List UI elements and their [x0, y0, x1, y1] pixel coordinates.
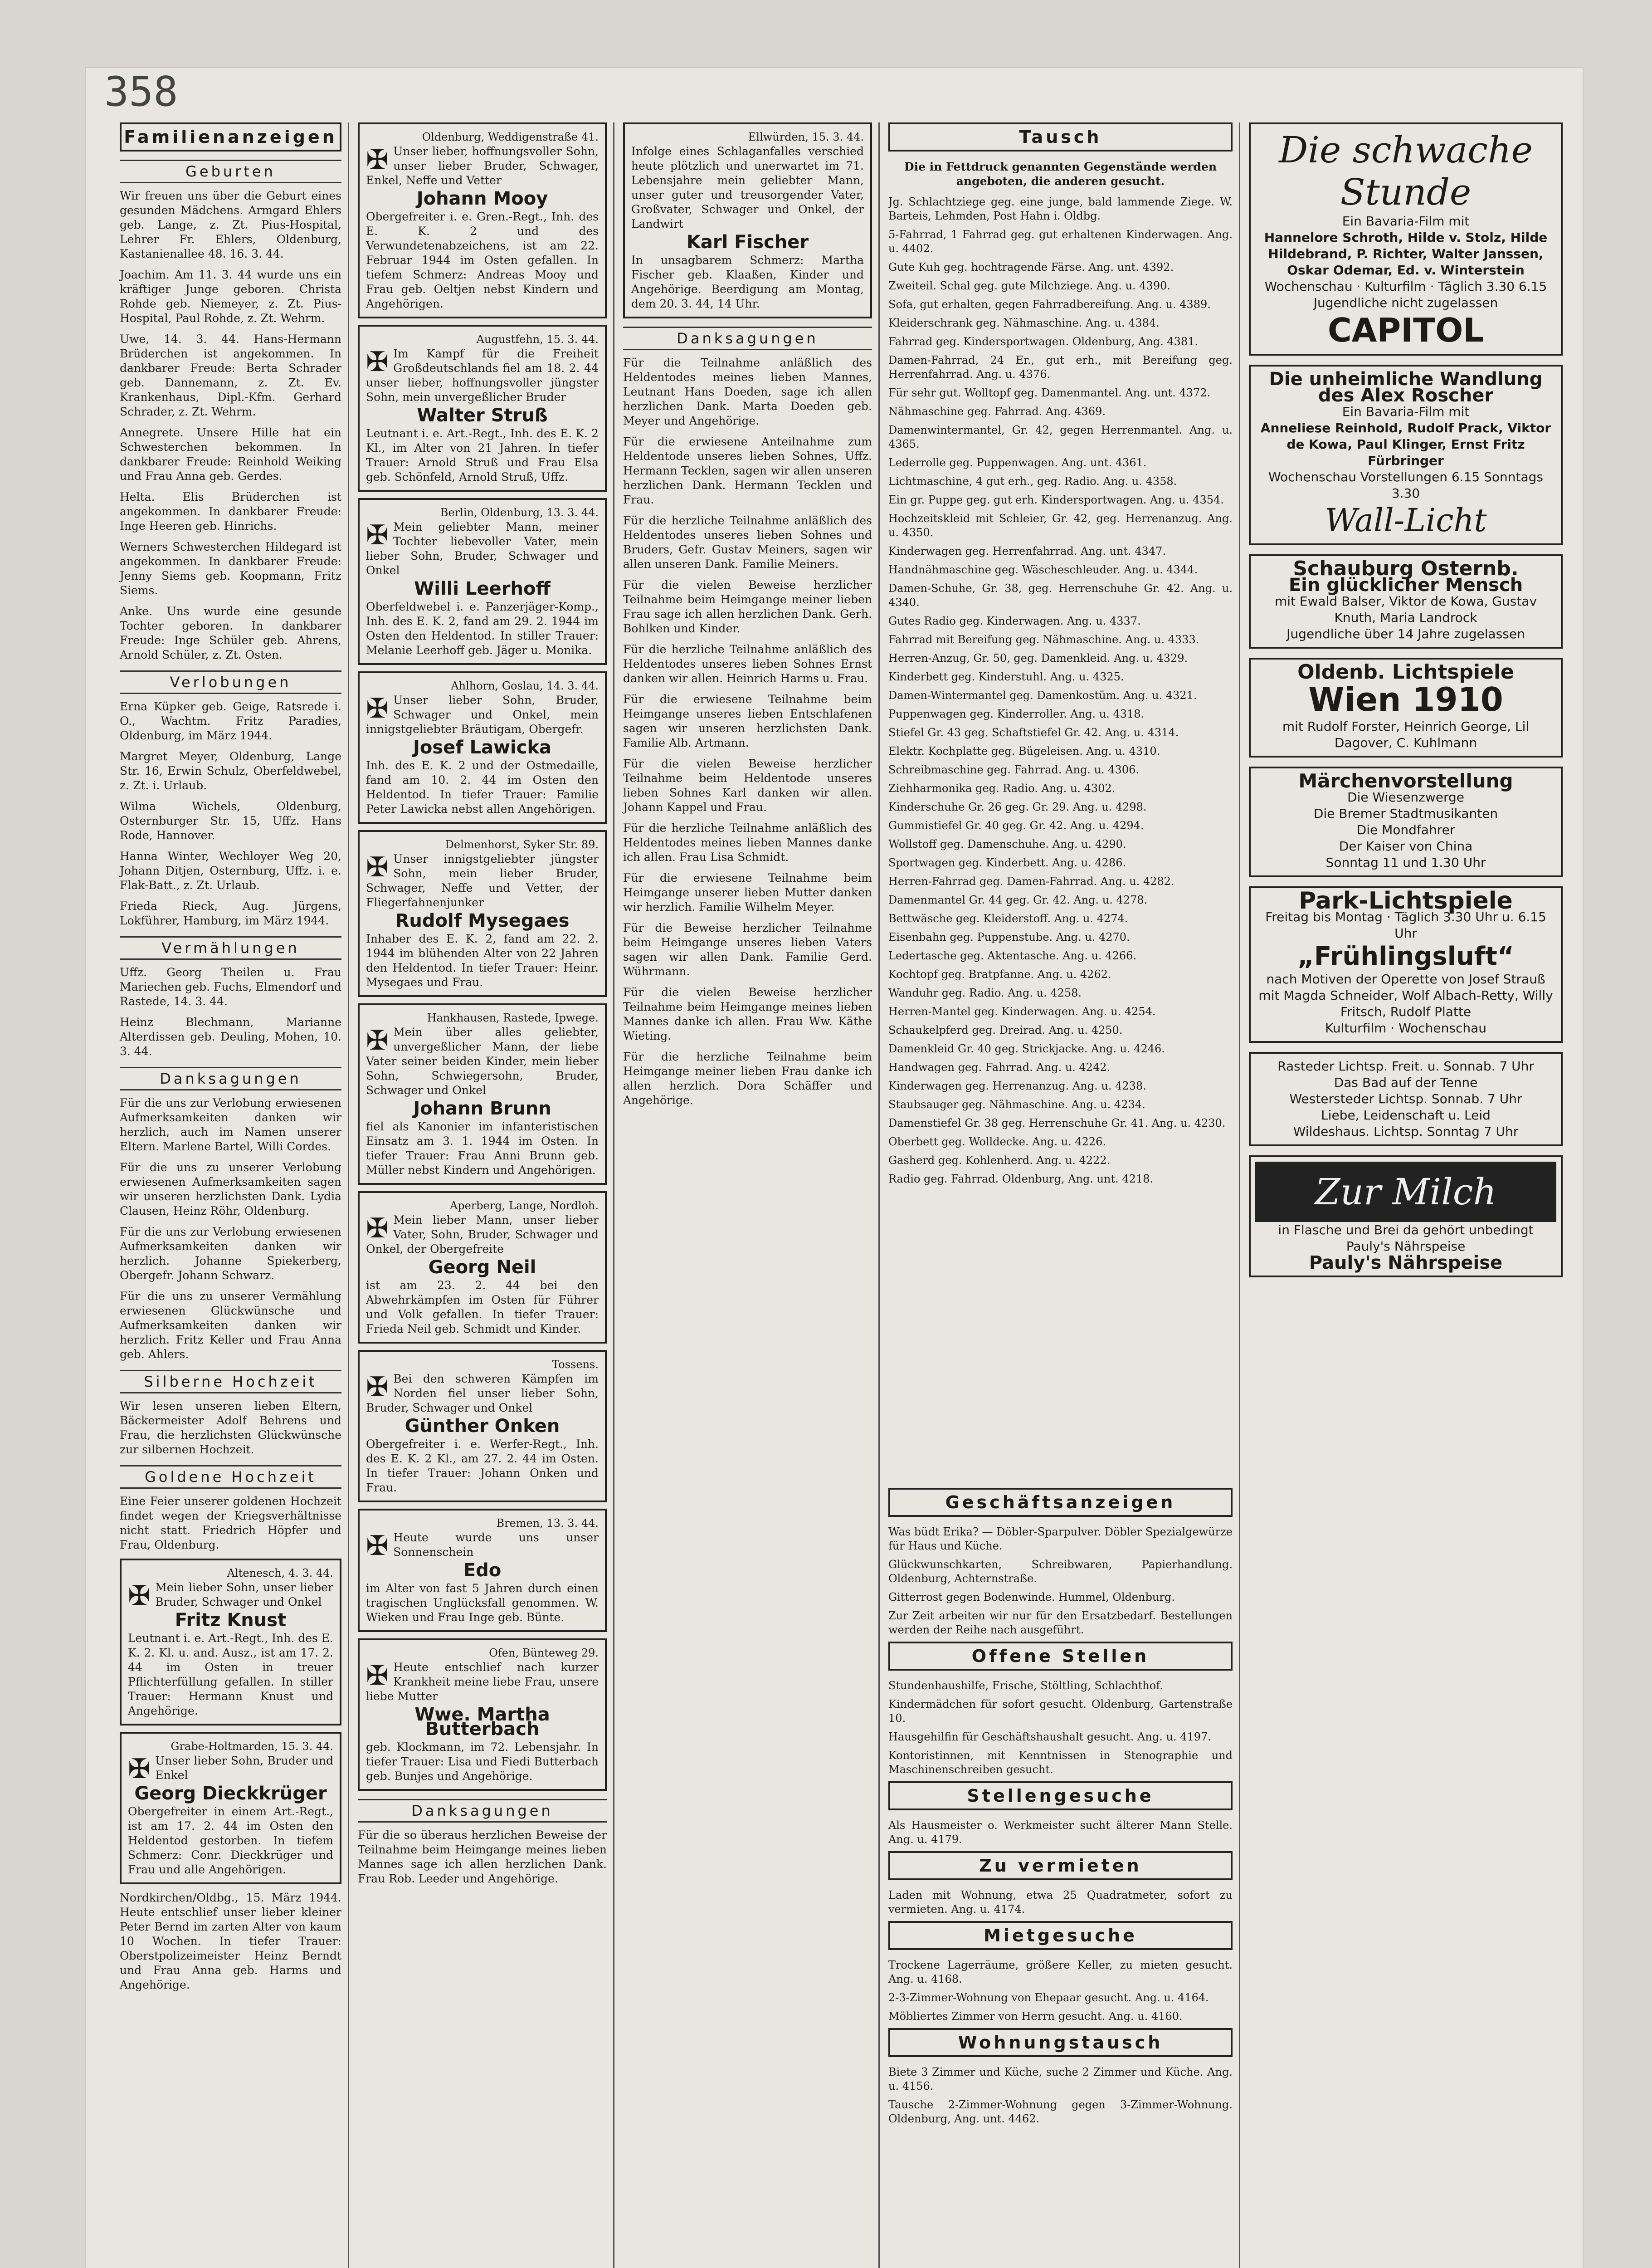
- death-body: ist am 23. 2. 44 bei den Abwehrkämpfen im Osten für Führer und Volk gefallen. In tiefer Trauer: Frieda Neil geb. Schmidt und Kinder.: [366, 1279, 599, 1335]
- list-item: Kindermädchen für sofort gesucht. Oldenburg, Gartenstraße 10.: [888, 1698, 1233, 1725]
- iron-cross-icon: ✠: [128, 1753, 151, 1785]
- death-body: geb. Klockmann, im 72. Lebensjahr. In tiefer Trauer: Lisa und Fiedi Butterbach geb. Bunjes und Angehörige.: [366, 1740, 599, 1783]
- death-notice: [358, 122, 607, 318]
- newspaper-page: [86, 68, 1583, 2268]
- thanks-notices-col3: [623, 356, 872, 1108]
- death-name: Rudolf Mysegaes: [395, 910, 570, 931]
- death-intro: Unser lieber, hoffnungsvoller Sohn, unser lieber Bruder, Schwager, Enkel, Neffe und Vetter: [366, 145, 599, 187]
- list-item: Das Bad auf der Tenne: [1334, 1075, 1478, 1090]
- list-item: Für die erwiesene Teilnahme beim Heimgange unseres lieben Entschlafenen sagen wir unseren herzlichsten Dank. Familie Alb. Artmann.: [623, 693, 872, 749]
- ad5-title: Märchenvorstellung: [1298, 770, 1513, 792]
- list-item: Oberbett geg. Wolldecke. Ang. u. 4226.: [888, 1135, 1106, 1148]
- death-notices-col2: [358, 122, 607, 1791]
- death-body: Obergefreiter in einem Art.-Regt., ist am 17. 2. 44 im Osten den Heldentod gestorben. In tiefem Schmerz: Conr. Dieckkrüger und Frau und alle Angehörigen.: [128, 1805, 333, 1876]
- list-item: Rasteder Lichtsp. Freit. u. Sonnab. 7 Uhr: [1277, 1059, 1534, 1074]
- for-rent: [888, 1888, 1233, 1916]
- death-intro: Mein über alles geliebter, unvergeßlicher Mann, der liebe Vater seiner beiden Kinder, mein lieber Sohn, Schwiegersohn, Bruder, Schwager und Onkel: [366, 1026, 599, 1097]
- death-body: Inh. des E. K. 2 und der Ostmedaille, fand am 10. 2. 44 im Osten den Heldentod. In tiefer Trauer: Familie Peter Lawicka nebst allen Angehörigen.: [366, 759, 599, 816]
- list-item: Für die Teilnahme anläßlich des Heldentodes meines lieben Mannes, Leutnant Hans Doeden, sage ich allen herzlichen Dank. Marta Doeden geb. Meyer und Angehörige.: [623, 356, 872, 427]
- list-item: Margret Meyer, Oldenburg, Lange Str. 16, Erwin Schulz, Oberfeldwebel, z. Zt. i. Urlaub.: [120, 750, 341, 792]
- ad4-sub: Wien 1910: [1308, 680, 1503, 719]
- death-body: Oberfeldwebel i. e. Panzerjäger-Komp., Inh. des E. K. 2, fand am 29. 2. 1944 im Osten den Heldentod. In stiller Trauer: Melanie Leerhoff geb. Jäger u. Monika.: [366, 600, 599, 657]
- ad-park-lichtspiele: [1249, 886, 1563, 1043]
- iron-cross-icon: ✠: [366, 693, 389, 724]
- list-item: Hochzeitskleid mit Schleier, Gr. 42, geg. Herrenanzug. Ang. u. 4350.: [888, 512, 1233, 539]
- list-item: Für die erwiesene Anteilnahme zum Heldentode unseres lieben Sohnes, Uffz. Hermann Tecklen, sagen wir allen unseren herzlichen Dank. Hermann Tecklen und Frau.: [623, 435, 872, 506]
- list-item: Für die vielen Beweise herzlicher Teilnahme beim Heimgange meiner lieben Frau sage ich allen herzlichen Dank. Gerh. Bohlken und Kinder.: [623, 578, 872, 635]
- ad-maerchenvorstellung: [1249, 767, 1563, 877]
- silver-wedding-notice: Wir lesen unseren lieben Eltern, Bäckermeister Adolf Behrens und Frau, die herzlichsten Glückwünsche zur silbernen Hochzeit.: [120, 1399, 341, 1456]
- death-place: Delmenhorst, Syker Str. 89.: [445, 838, 599, 851]
- death-intro: Unser innigstgeliebter jüngster Sohn, mein lieber Bruder, Schwager, Neffe und Vetter, der Fliegerfahnenjunker: [366, 852, 599, 909]
- thanks-notices: [120, 1096, 341, 1362]
- list-item: Sportwagen geg. Kinderbett. Ang. u. 4286.: [888, 856, 1126, 869]
- death-name: Fritz Knust: [175, 1610, 287, 1631]
- death-place: Tossens.: [552, 1358, 599, 1371]
- ad4-title: Oldenb. Lichtspiele: [1297, 660, 1514, 684]
- list-item: Kontoristinnen, mit Kenntnissen in Stenographie und Maschinenschreiben gesucht.: [888, 1749, 1233, 1776]
- ad-regional-cinemas: [1249, 1052, 1563, 1146]
- death-place: Aperberg, Lange, Nordloh.: [449, 1199, 599, 1212]
- death-notice: [358, 1350, 607, 1502]
- death-intro: Mein lieber Sohn, unser lieber Bruder, Schwager und Onkel: [155, 1581, 333, 1608]
- job-wanted: [888, 1818, 1233, 1847]
- subhead-geburten: Geburten: [120, 160, 341, 183]
- ad6-note: Kulturfilm · Wochenschau: [1325, 1021, 1487, 1036]
- list-item: Helta. Elis Brüderchen ist angekommen. In dankbarer Freude: Inge Heeren geb. Hinrichs.: [120, 490, 341, 533]
- list-item: Tausche 2-Zimmer-Wohnung gegen 3-Zimmer-Wohnung. Oldenburg, Ang. unt. 4462.: [888, 2098, 1233, 2125]
- death-place: Ellwürden, 15. 3. 44.: [748, 131, 864, 143]
- death-name: Walter Struß: [417, 405, 548, 426]
- ad8-title: Zur Milch: [1315, 1171, 1497, 1213]
- death-place: Hankhausen, Rastede, Ipwege.: [427, 1012, 599, 1024]
- list-item: Ein gr. Puppe geg. gut erh. Kindersportwagen. Ang. u. 4354.: [888, 494, 1224, 506]
- death-place: Altenesch, 4. 3. 44.: [227, 1567, 333, 1579]
- list-item: Herren-Mantel geg. Kinderwagen. Ang. u. 4254.: [888, 1005, 1156, 1018]
- list-item: Eisenbahn geg. Puppenstube. Ang. u. 4270.: [888, 931, 1130, 943]
- death-name: Georg Dieckkrüger: [134, 1783, 327, 1804]
- list-item: Damen-Wintermantel geg. Damenkostüm. Ang. u. 4321.: [888, 689, 1197, 702]
- list-item: Ledertasche geg. Aktentasche. Ang. u. 4266.: [888, 949, 1137, 962]
- list-item: Kinderbett geg. Kinderstuhl. Ang. u. 4325.: [888, 670, 1124, 683]
- death-notice: [358, 1191, 607, 1344]
- list-item: Die Bremer Stadtmusikanten: [1313, 806, 1498, 821]
- ad2-title: Die unheimliche Wandlung des Alex Roscher: [1269, 369, 1543, 406]
- list-item: Gutes Radio geg. Kinderwagen. Ang. u. 4337.: [888, 615, 1141, 627]
- list-item: Für die uns zu unserer Vermählung erwiesenen Glückwünsche und Aufmerksamkeiten danken wir herzlich. Fritz Keller und Frau Anna geb. Ahlers.: [120, 1290, 341, 1361]
- death-intro: Unser lieber Sohn, Bruder und Enkel: [155, 1754, 333, 1782]
- death-intro: Heute wurde uns unser Sonnenschein: [393, 1531, 599, 1559]
- subhead-verlobungen: Verlobungen: [120, 670, 341, 694]
- death-place: Ofen, Bünteweg 29.: [489, 1647, 599, 1659]
- ad2-sub: Ein Bavaria-Film mit: [1342, 404, 1470, 419]
- death-name: Wwe. Martha Butterbach: [414, 1704, 550, 1740]
- ad1-cast: Hannelore Schroth, Hilde v. Stolz, Hilde Hildebrand, P. Richter, Walter Janssen, Oskar Odemar, Ed. v. Winterstein: [1264, 230, 1548, 278]
- list-item: Gute Kuh geg. hochtragende Färse. Ang. unt. 4392.: [888, 261, 1174, 274]
- list-item: Wildeshaus. Lichtsp. Sonntag 7 Uhr: [1293, 1124, 1519, 1139]
- list-item: Der Kaiser von China: [1339, 839, 1473, 854]
- death-notice: [358, 325, 607, 492]
- list-item: Für die herzliche Teilnahme anläßlich des Heldentodes unseres lieben Sohnes und Bruders, Gefr. Gustav Meiners, sagen wir allen unseren Dank. Familie Meiners.: [623, 514, 872, 571]
- subhead-danksagungen-col2: Danksagungen: [358, 1799, 607, 1823]
- list-item: Für die Beweise herzlicher Teilnahme beim Heimgange unseres lieben Vaters sagen wir allen Dank. Familie Gerd. Wührmann.: [623, 921, 872, 978]
- list-item: Uwe, 14. 3. 44. Hans-Hermann Brüderchen ist angekommen. In dankbarer Freude: Berta Schrader geb. Dannemann, z. Zt. Ev. Krankenhaus, Dipl.-Kfm. Gerhard Schrader, z. Zt. Wehrm.: [120, 332, 341, 418]
- section-mietgesuche: Mietgesuche: [888, 1921, 1233, 1950]
- list-item: Für die erwiesene Teilnahme beim Heimgange unserer lieben Mutter danken wir herzlich. Familie Wilhelm Meyer.: [623, 871, 872, 914]
- list-item: Was büdt Erika? — Döbler-Sparpulver. Döbler Spezialgewürze für Haus und Küche.: [888, 1525, 1233, 1552]
- list-item: Hausgehilfin für Geschäftshaushalt gesucht. Ang. u. 4197.: [888, 1730, 1211, 1743]
- death-intro: Heute entschlief nach kurzer Krankheit meine liebe Frau, unsere liebe Mutter: [366, 1661, 599, 1703]
- list-item: Damen-Schuhe, Gr. 38, geg. Herrenschuhe Gr. 42. Ang. u. 4340.: [888, 582, 1233, 609]
- list-item: Annegrete. Unsere Hille hat ein Schwesterchen bekommen. In dankbarer Freude: Reinhold Weiking und Frau Anna geb. Gerdes.: [120, 426, 341, 483]
- death-place: Grabe-Holtmarden, 15. 3. 44.: [171, 1740, 333, 1753]
- list-item: Für die uns zu unserer Verlobung erwiesenen Aufmerksamkeiten sagen wir unseren herzlichsten Dank. Lydia Clausen, Heinz Röhr, Oldenburg.: [120, 1161, 341, 1217]
- list-item: Radio geg. Fahrrad. Oldenburg, Ang. unt. 4218.: [888, 1173, 1154, 1185]
- death-body: In unsagbarem Schmerz: Martha Fischer geb. Klaaßen, Kinder und Angehörige. Beerdigung am Montag, dem 20. 3. 44, 14 Uhr.: [631, 254, 864, 310]
- list-item: Damenkleid Gr. 40 geg. Strickjacke. Ang. u. 4246.: [888, 1042, 1165, 1055]
- ad4-cast: mit Rudolf Forster, Heinrich George, Lil Dagover, C. Kuhlmann: [1282, 719, 1530, 750]
- column-family-notices: [113, 122, 349, 2268]
- list-item: Sofa, gut erhalten, gegen Fahrradbereifung. Ang. u. 4389.: [888, 298, 1211, 311]
- list-item: Kochtopf geg. Bratpfanne. Ang. u. 4262.: [888, 968, 1111, 981]
- ad1-sub: Ein Bavaria-Film mit: [1342, 214, 1470, 229]
- apartment-swap: [888, 2065, 1233, 2126]
- ad6-times: Freitag bis Montag · Täglich 3.30 Uhr u. 6.15 Uhr: [1265, 909, 1546, 941]
- ad7-lines: [1255, 1058, 1556, 1140]
- death-place: Berlin, Oldenburg, 13. 3. 44.: [440, 506, 599, 519]
- list-item: Laden mit Wohnung, etwa 25 Quadratmeter, sofort zu vermieten. Ang. u. 4174.: [888, 1889, 1233, 1916]
- list-item: Biete 3 Zimmer und Küche, suche 2 Zimmer und Küche. Ang. u. 4156.: [888, 2066, 1233, 2092]
- list-item: Jg. Schlachtziege geg. eine junge, bald lammende Ziege. W. Barteis, Lehmden, Post Hahn i. Oldbg.: [888, 196, 1233, 222]
- list-item: Damenwintermantel, Gr. 42, gegen Herrenmantel. Ang. u. 4365.: [888, 424, 1233, 450]
- list-item: Bettwäsche geg. Kleiderstoff. Ang. u. 4274.: [888, 912, 1128, 925]
- death-intro: Unser lieber Sohn, Bruder, Schwager und Onkel, mein innigstgeliebter Bräutigam, Obergefr.: [366, 694, 599, 736]
- death-name: Edo: [463, 1560, 502, 1581]
- death-notice: [358, 1638, 607, 1791]
- list-item: Für die herzliche Teilnahme anläßlich des Heldentodes meines lieben Mannes danke ich allen. Frau Lisa Schmidt.: [623, 821, 872, 864]
- list-item: Zweiteil. Schal geg. gute Milchziege. Ang. u. 4390.: [888, 279, 1170, 292]
- list-item: Für die herzliche Teilnahme anläßlich des Heldentodes unseres lieben Sohnes Ernst danken wir allen. Heinrich Harms u. Frau.: [623, 643, 872, 685]
- list-item: Fahrrad mit Bereifung geg. Nähmaschine. Ang. u. 4333.: [888, 633, 1199, 646]
- ad3-cast: mit Ewald Balser, Viktor de Kowa, Gustav Knuth, Maria Landrock: [1274, 594, 1537, 625]
- list-item: Gummistiefel Gr. 40 geg. Gr. 42. Ang. u. 4294.: [888, 819, 1144, 832]
- tausch-intro: Die in Fettdruck genannten Gegenstände werden angeboten, die anderen gesucht.: [904, 160, 1217, 188]
- list-item: Erna Küpker geb. Geige, Ratsrede i. O., Wachtm. Fritz Paradies, Oldenburg, im März 1944.: [120, 700, 341, 742]
- iron-cross-icon: ✠: [366, 1025, 389, 1056]
- death-body: im Alter von fast 5 Jahren durch einen tragischen Unglücksfall genommen. W. Wieken und Frau Inge geb. Bünte.: [366, 1582, 599, 1624]
- death-notice: [358, 1509, 607, 1632]
- list-item: Anke. Uns wurde eine gesunde Tochter geboren. In dankbarer Freude: Inge Schüler geb. Ahrens, Arnold Schüler, z. Zt. Osten.: [120, 605, 341, 661]
- death-notice: [358, 1003, 607, 1185]
- death-body: fiel als Kanonier im infanteristischen Einsatz am 3. 1. 1944 im Osten. In tiefer Trauer: Frau Anni Brunn geb. Müller nebst Kindern und Angehörigen.: [366, 1120, 599, 1177]
- iron-cross-icon: ✠: [128, 1580, 151, 1612]
- list-item: Wir freuen uns über die Geburt eines gesunden Mädchens. Armgard Ehlers geb. Lange, z. Zt. Pius-Hospital, Lehrer Fr. Ehlers, Oldenburg, Kastanienallee 48. 16. 3. 44.: [120, 189, 341, 260]
- list-item: Wilma Wichels, Oldenburg, Osternburger Str. 15, Uffz. Hans Rode, Hannover.: [120, 800, 341, 842]
- list-item: Für die herzliche Teilnahme beim Heimgange meiner lieben Frau danke ich allen herzlich. Dora Schäffer und Angehörige.: [623, 1050, 872, 1107]
- death-notices-col1: [120, 1559, 341, 1884]
- thanks-notice-col2: Für die so überaus herzlichen Beweise der Teilnahme beim Heimgange meines lieben Mannes sage ich allen herzlichen Dank. Frau Rob. Leeder und Angehörige.: [358, 1828, 607, 1885]
- list-item: Werners Schwesterchen Hildegard ist angekommen. In dankbarer Freude: Jenny Siems geb. Koopmann, Fritz Siems.: [120, 540, 341, 597]
- ad2-times: Wochenschau Vorstellungen 6.15 Sonntags 3.30: [1268, 469, 1544, 501]
- list-item: Puppenwagen geg. Kinderroller. Ang. u. 4318.: [888, 708, 1145, 720]
- business-ads: [888, 1525, 1233, 1637]
- golden-wedding-notice: Eine Feier unserer goldenen Hochzeit findet wegen der Kriegsverhältnisse nicht statt. Friedrich Höpfer und Frau, Oldenburg.: [120, 1495, 341, 1551]
- list-item: Westersteder Lichtsp. Sonnab. 7 Uhr: [1289, 1091, 1522, 1106]
- list-item: Die Wiesenzwerge: [1347, 790, 1464, 805]
- list-item: Staubsauger geg. Nähmaschine. Ang. u. 4234.: [888, 1098, 1145, 1111]
- list-item: Für die vielen Beweise herzlicher Teilnahme beim Heldentode unseres lieben Sohnes Karl danken wir allen. Johann Kappel und Frau.: [623, 757, 872, 814]
- death-place: Ahlhorn, Goslau, 14. 3. 44.: [451, 679, 599, 692]
- death-name: Karl Fischer: [686, 232, 809, 253]
- list-item: 5-Fahrrad, 1 Fahrrad geg. gut erhaltenen Kinderwagen. Ang. u. 4402.: [888, 228, 1233, 255]
- list-item: Trockene Lagerräume, größere Keller, zu mieten gesucht. Ang. u. 4168.: [888, 1959, 1233, 1985]
- death-notice: [358, 498, 607, 665]
- list-item: Stiefel Gr. 43 geg. Schaftstiefel Gr. 42. Ang. u. 4314.: [888, 726, 1179, 739]
- list-item: Zur Zeit arbeiten wir nur für den Ersatzbedarf. Bestellungen werden der Reihe nach ausgeführt.: [888, 1609, 1233, 1636]
- list-item: Joachim. Am 11. 3. 44 wurde uns ein kräftiger Junge geboren. Christa Rohde geb. Niemeyer, z. Zt. Pius-Hospital, Paul Rohde, z. Zt. Wehrm.: [120, 268, 341, 325]
- ad5-note: Sonntag 11 und 1.30 Uhr: [1325, 855, 1486, 870]
- death-name: Georg Neil: [428, 1257, 536, 1278]
- subhead-silberhochzeit: Silberne Hochzeit: [120, 1370, 341, 1393]
- section-geschaeftsanzeigen: Geschäftsanzeigen: [888, 1488, 1233, 1517]
- list-item: Uffz. Georg Theilen u. Frau Mariechen geb. Fuchs, Elmendorf und Rastede, 14. 3. 44.: [120, 966, 341, 1008]
- death-body: Leutnant i. e. Art.-Regt., Inh. des E. K. 2 Kl., im Alter von 21 Jahren. In tiefer Trauer: Arnold Struß und Frau Elsa geb. Schönfeld, Arnold Struß, Uffz.: [366, 427, 599, 484]
- list-item: Die Mondfahrer: [1356, 822, 1455, 837]
- list-item: Wanduhr geg. Radio. Ang. u. 4258.: [888, 987, 1082, 999]
- list-item: Damenstiefel Gr. 38 geg. Herrenschuhe Gr. 41. Ang. u. 4230.: [888, 1117, 1226, 1129]
- death-notice: [358, 830, 607, 997]
- death-name: Josef Lawicka: [413, 737, 552, 758]
- ad-oldenb-lichtspiele: [1249, 658, 1563, 758]
- death-name: Johann Mooy: [416, 188, 548, 209]
- list-item: Möbliertes Zimmer von Herrn gesucht. Ang. u. 4160.: [888, 2010, 1183, 2023]
- death-intro: Bei den schweren Kämpfen im Norden fiel unser lieber Sohn, Bruder, Schwager und Onkel: [366, 1372, 599, 1414]
- death-name: Günther Onken: [404, 1416, 560, 1437]
- column-death-notices: [351, 122, 614, 2268]
- list-item: 2-3-Zimmer-Wohnung von Ehepaar gesucht. Ang. u. 4164.: [888, 1991, 1209, 2004]
- iron-cross-icon: ✠: [366, 851, 389, 883]
- section-zu-vermieten: Zu vermieten: [888, 1851, 1233, 1880]
- ad3-note: Jugendliche über 14 Jahre zugelassen: [1287, 626, 1525, 641]
- subhead-vermaehlungen: Vermählungen: [120, 936, 341, 960]
- ad1-note: Jugendliche nicht zugelassen: [1313, 295, 1498, 310]
- death-intro: Infolge eines Schlaganfalles verschied heute plötzlich und unerwartet im 71. Lebensjahre mein geliebter Mann, unser guter und treusorgender Vater, Großvater, Schwager und Onkel, der Landwirt: [631, 145, 864, 230]
- list-item: Heinz Blechmann, Marianne Alterdissen geb. Deuling, Mohen, 10. 3. 44.: [120, 1016, 341, 1058]
- ad-schwache-stunde: [1249, 122, 1563, 356]
- iron-cross-icon: ✠: [366, 1212, 389, 1244]
- death-intro: Im Kampf für die Freiheit Großdeutschlands fiel am 18. 2. 44 unser lieber, hoffnungsvoller jüngster Sohn, mein unvergeßlicher Bruder: [366, 347, 599, 404]
- ad8-brand: Pauly's Nährspeise: [1309, 1252, 1503, 1273]
- list-item: Handnähmaschine geg. Wäscheschleuder. Ang. u. 4344.: [888, 563, 1198, 576]
- cinema-wall-licht: Wall-Licht: [1325, 502, 1487, 539]
- list-item: Herren-Anzug, Gr. 50, geg. Damenkleid. Ang. u. 4329.: [888, 652, 1188, 665]
- ad3-title: Schauburg Osternb.: [1293, 557, 1519, 580]
- list-item: Gasherd geg. Kohlenherd. Ang. u. 4222.: [888, 1154, 1111, 1167]
- ad8-body: in Flasche und Brei da gehört unbedingt Pauly's Nährspeise: [1278, 1222, 1534, 1254]
- list-item: Kinderschuhe Gr. 26 geg. Gr. 29. Ang. u. 4298.: [888, 801, 1147, 813]
- ad-schauburg: [1249, 554, 1563, 649]
- ad1-title: Die schwache Stunde: [1279, 129, 1533, 213]
- ad-zur-milch: [1249, 1155, 1563, 1277]
- list-item: Schaukelpferd geg. Dreirad. Ang. u. 4250.: [888, 1024, 1123, 1036]
- birth-notices: [120, 189, 341, 662]
- death-place: Bremen, 13. 3. 44.: [496, 1517, 599, 1530]
- death-name: Johann Brunn: [413, 1098, 551, 1119]
- list-item: Handwagen geg. Fahrrad. Ang. u. 4242.: [888, 1061, 1111, 1074]
- death-notice: [358, 671, 607, 824]
- column-thanks: [617, 122, 880, 2268]
- list-item: Glückwunschkarten, Schreibwaren, Papierhandlung. Oldenburg, Achternstraße.: [888, 1558, 1233, 1585]
- ad-alex-roscher: [1249, 365, 1563, 545]
- ad6-cast: nach Motiven der Operette von Josef Strauß mit Magda Schneider, Wolf Albach-Retty, Willy Fritsch, Rudolf Platte: [1258, 972, 1553, 1019]
- list-item: Für die uns zur Verlobung erwiesenen Aufmerksamkeiten danken wir herzlich, auch im Namen unserer Eltern. Marlene Bartel, Willi Cordes.: [120, 1096, 341, 1153]
- subhead-goldhochzeit: Goldene Hochzeit: [120, 1465, 341, 1489]
- death-place: Augustfehn, 15. 3. 44.: [476, 333, 599, 346]
- list-item: Kinderwagen geg. Herrenfahrrad. Ang. unt. 4347.: [888, 545, 1166, 557]
- cinema-capitol: CAPITOL: [1327, 311, 1484, 349]
- job-openings: [888, 1679, 1233, 1777]
- list-item: Für die vielen Beweise herzlicher Teilnahme beim Heimgange meines lieben Mannes danke ich allen. Frau Ww. Käthe Wieting.: [623, 986, 872, 1042]
- ad5-lines: [1255, 789, 1556, 855]
- death-notice: [120, 1559, 341, 1725]
- section-tausch: Tausch: [888, 122, 1233, 152]
- iron-cross-icon: ✠: [366, 144, 389, 176]
- death-body: Obergefreiter i. e. Werfer-Regt., Inh. des E. K. 2 Kl., am 27. 2. 44 im Osten. In tiefer Trauer: Johann Onken und Frau.: [366, 1437, 599, 1494]
- section-offene-stellen: Offene Stellen: [888, 1642, 1233, 1671]
- list-item: Gitterrost gegen Bodenwinde. Hummel, Oldenburg.: [888, 1591, 1175, 1603]
- death-notice: [120, 1732, 341, 1884]
- death-body: Leutnant i. e. Art.-Regt., Inh. des E. K. 2. Kl. u. and. Ausz., ist am 17. 2. 44 im Osten in treuer Pflichterfüllung gefallen. In stiller Trauer: Hermann Knust und Angehörige.: [128, 1632, 333, 1717]
- final-notice: Nordkirchen/Oldbg., 15. März 1944. Heute entschlief unser lieber kleiner Peter Bernd im zarten Alter von kaum 10 Wochen. In tiefer Trauer: Oberstpolizeimeister Heinz Berndt und Frau Anna geb. Harms und Angehörige.: [120, 1891, 341, 1991]
- list-item: Kleiderschrank geg. Nähmaschine. Ang. u. 4384.: [888, 317, 1160, 329]
- section-stellengesuche: Stellengesuche: [888, 1781, 1233, 1810]
- ad2-cast: Anneliese Reinhold, Rudolf Prack, Viktor de Kowa, Paul Klinger, Ernst Fritz Fürbringer: [1260, 420, 1551, 468]
- section-wohnungstausch: Wohnungstausch: [888, 2028, 1233, 2057]
- list-item: Kinderwagen geg. Herrenanzug. Ang. u. 4238.: [888, 1080, 1146, 1092]
- death-intro: Mein geliebter Mann, meiner Tochter liebevoller Vater, mein lieber Sohn, Bruder, Schwager und Onkel: [366, 520, 599, 577]
- death-place: Oldenburg, Weddigenstraße 41.: [422, 131, 599, 143]
- ad6-title: Park-Lichtspiele: [1299, 887, 1513, 914]
- engagement-notices: [120, 699, 341, 928]
- subhead-danksagungen: Danksagungen: [120, 1067, 341, 1090]
- list-item: Damen-Fahrrad, 24 Er., gut erh., mit Bereifung geg. Herrenfahrrad. Ang. u. 4376.: [888, 354, 1233, 381]
- list-item: Fahrrad geg. Kindersportwagen. Oldenburg, Ang. 4381.: [888, 335, 1199, 348]
- list-item: Stundenhaushilfe, Frische, Stöltling, Schlachthof.: [888, 1679, 1163, 1692]
- list-item: Für die uns zur Verlobung erwiesenen Aufmerksamkeiten danken wir herzlich. Johanne Spiekerberg, Obergefr. Johann Schwarz.: [120, 1225, 341, 1282]
- ad3-sub: Ein glücklicher Mensch: [1288, 575, 1523, 596]
- list-item: Nähmaschine geg. Fahrrad. Ang. 4369.: [888, 405, 1106, 418]
- list-item: Schreibmaschine geg. Fahrrad. Ang. u. 4306.: [888, 763, 1139, 776]
- list-item: Für sehr gut. Wolltopf geg. Damenmantel. Ang. unt. 4372.: [888, 386, 1211, 399]
- list-item: Wollstoff geg. Damenschuhe. Ang. u. 4290.: [888, 838, 1126, 850]
- death-notice: [623, 122, 872, 318]
- list-item: Lichtmaschine, 4 gut erh., geg. Radio. Ang. u. 4358.: [888, 475, 1177, 488]
- death-body: Inhaber des E. K. 2, fand am 22. 2. 1944 im blühenden Alter von 22 Jahren den Heldentod. In tiefer Trauer: Heinr. Mysegaes und Frau.: [366, 932, 599, 989]
- iron-cross-icon: ✠: [366, 1660, 389, 1691]
- iron-cross-icon: ✠: [366, 346, 389, 378]
- death-intro: Mein lieber Mann, unser lieber Vater, Sohn, Bruder, Schwager und Onkel, der Obergefreite: [366, 1213, 599, 1256]
- column-classifieds: [882, 122, 1240, 2268]
- list-item: Als Hausmeister o. Werkmeister sucht älterer Mann Stelle. Ang. u. 4179.: [888, 1819, 1233, 1846]
- list-item: Ziehharmonika geg. Radio. Ang. u. 4302.: [888, 782, 1116, 795]
- death-name: Willi Leerhoff: [414, 578, 551, 599]
- column-cinema-ads: [1243, 122, 1569, 2268]
- iron-cross-icon: ✠: [366, 519, 389, 551]
- page-number: 358: [104, 68, 178, 116]
- ad1-times: Wochenschau · Kulturfilm · Täglich 3.30 6.15: [1264, 279, 1547, 294]
- tausch-classifieds: [888, 195, 1233, 1488]
- iron-cross-icon: ✠: [366, 1530, 389, 1562]
- rent-wanted: [888, 1958, 1233, 2024]
- death-body: Obergefreiter i. e. Gren.-Regt., Inh. des E. K. 2 und des Verwundetenabzeichens, ist am 22. Februar 1944 im Osten gefallen. In tiefem Schmerz: Andreas Mooy und Frau geb. Oeltjen nebst Kindern und Angehörigen.: [366, 210, 599, 310]
- list-item: Damenmantel Gr. 44 geg. Gr. 42. Ang. u. 4278.: [888, 894, 1148, 906]
- list-item: Liebe, Leidenschaft u. Leid: [1321, 1108, 1491, 1123]
- list-item: Herren-Fahrrad geg. Damen-Fahrrad. Ang. u. 4282.: [888, 875, 1174, 888]
- iron-cross-icon: ✠: [366, 1371, 389, 1403]
- list-item: Lederrolle geg. Puppenwagen. Ang. unt. 4361.: [888, 456, 1147, 469]
- list-item: Hanna Winter, Wechloyer Weg 20, Johann Ditjen, Osternburg, Uffz. i. e. Flak-Batt., z. Zt. Urlaub.: [120, 850, 341, 892]
- subhead-danksagungen-col3: Danksagungen: [623, 327, 872, 350]
- list-item: Frieda Rieck, Aug. Jürgens, Lokführer, Hamburg, im März 1944.: [120, 899, 341, 927]
- section-familienanzeigen: Familienanzeigen: [120, 122, 341, 152]
- ad6-sub: „Frühlingsluft“: [1297, 942, 1514, 971]
- wedding-notices: [120, 965, 341, 1059]
- list-item: Elektr. Kochplatte geg. Bügeleisen. Ang. u. 4310.: [888, 745, 1160, 758]
